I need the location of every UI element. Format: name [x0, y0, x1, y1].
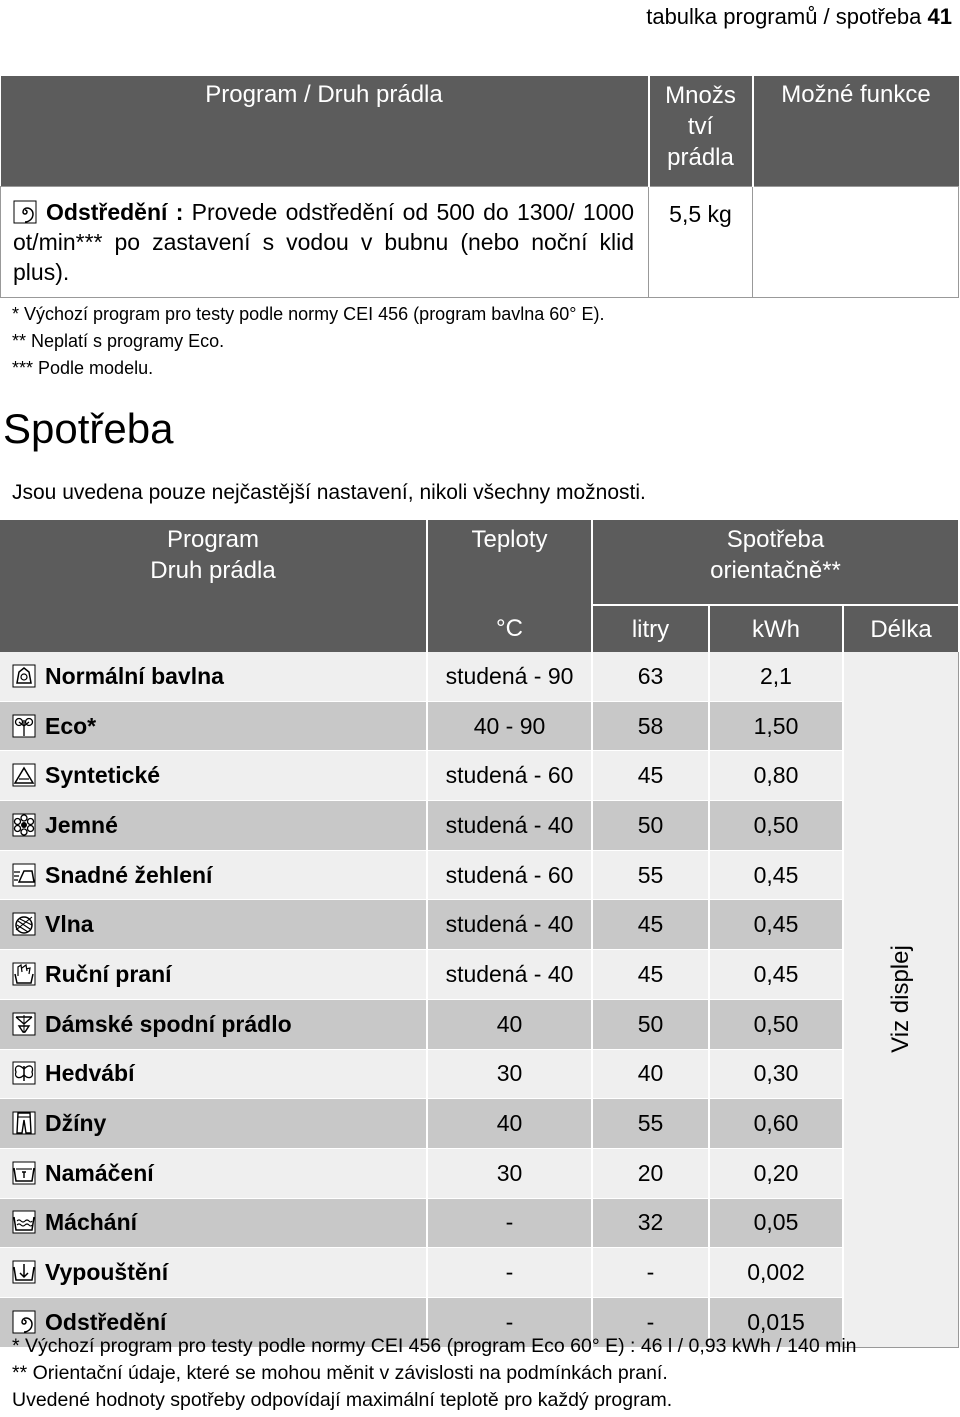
- table-row: [0, 801, 958, 851]
- kwh-cell: 0,45: [709, 900, 843, 950]
- liters-cell: 32: [592, 1198, 709, 1248]
- program-name: Odstředění: [45, 1308, 167, 1335]
- program-name-cell: [0, 801, 427, 851]
- functions-cell: [753, 186, 959, 297]
- synthetic-icon: [12, 763, 36, 787]
- kwh-cell: 0,50: [709, 999, 843, 1049]
- footnote: *** Podle modelu.: [12, 358, 154, 378]
- program-name: Normální bavlna: [45, 662, 224, 689]
- cotton-icon: [12, 664, 36, 688]
- consumption-footnotes: [12, 1333, 857, 1414]
- kwh-cell: 0,002: [709, 1248, 843, 1298]
- liters-cell: 58: [592, 701, 709, 751]
- temperature-cell: studená - 40: [427, 950, 592, 1000]
- duration-cell: [843, 652, 958, 1347]
- liters-cell: 45: [592, 751, 709, 801]
- footnote: * Výchozí program pro testy podle normy CEI 456 (program Eco 60° E) : 46 l / 0,93 kWh / 140 min: [12, 1335, 857, 1357]
- table-row: [0, 652, 958, 701]
- unit-kwh: kWh: [709, 605, 843, 652]
- liters-cell: -: [592, 1248, 709, 1298]
- rinse-icon: [12, 1210, 36, 1234]
- program-name: Dámské spodní prádlo: [45, 1010, 292, 1037]
- kwh-cell: 0,45: [709, 950, 843, 1000]
- program-name: Máchání: [45, 1209, 138, 1236]
- kwh-cell: 0,05: [709, 1198, 843, 1248]
- col-program: [0, 520, 427, 652]
- liters-cell: 45: [592, 900, 709, 950]
- kwh-cell: 0,45: [709, 850, 843, 900]
- table-row: [0, 751, 958, 801]
- jeans-icon: [12, 1111, 36, 1135]
- temperature-cell: -: [427, 1297, 592, 1347]
- delicate-icon: [12, 813, 36, 837]
- spin-icon: [13, 200, 37, 224]
- temperature-cell: studená - 60: [427, 850, 592, 900]
- wool-icon: [12, 912, 36, 936]
- kwh-cell: 2,1: [709, 652, 843, 701]
- temperature-cell: 30: [427, 1148, 592, 1198]
- temperature-cell: studená - 60: [427, 751, 592, 801]
- liters-cell: 50: [592, 999, 709, 1049]
- duration-value: Viz displej: [886, 945, 914, 1054]
- temperature-cell: -: [427, 1248, 592, 1298]
- table-row: [0, 999, 958, 1049]
- program-name-cell: [0, 751, 427, 801]
- program-name-cell: [0, 1049, 427, 1099]
- footnote: ** Neplatí s programy Eco.: [12, 331, 225, 351]
- col-amount-label: Množs tví prádla: [665, 82, 736, 171]
- liters-cell: 55: [592, 850, 709, 900]
- program-name-cell: [0, 1198, 427, 1248]
- temperature-cell: -: [427, 1198, 592, 1248]
- table-row: [0, 1148, 958, 1198]
- col-functions: Možné funkce: [753, 76, 959, 186]
- easy-iron-icon: [12, 863, 36, 887]
- program-name-cell: [0, 1148, 427, 1198]
- program-name-cell: [0, 950, 427, 1000]
- kwh-cell: 0,20: [709, 1148, 843, 1198]
- table-row: [0, 850, 958, 900]
- temperature-cell: studená - 40: [427, 900, 592, 950]
- temperature-cell: studená - 90: [427, 652, 592, 701]
- col-duration: Délka: [843, 605, 958, 652]
- consumption-body: [0, 652, 958, 1347]
- col-program: Program / Druh prádla: [1, 76, 649, 186]
- temperature-cell: 40: [427, 1099, 592, 1149]
- liters-cell: -: [592, 1297, 709, 1347]
- temperature-cell: studená - 40: [427, 801, 592, 851]
- table-row: [0, 950, 958, 1000]
- program-name-cell: [0, 701, 427, 751]
- col-amount: [649, 76, 753, 186]
- soak-icon: [12, 1161, 36, 1185]
- liters-cell: 20: [592, 1148, 709, 1198]
- page-number: 41: [927, 4, 952, 29]
- unit-temperature: °C: [427, 605, 592, 652]
- program-cell: [1, 186, 649, 297]
- kwh-cell: 0,015: [709, 1297, 843, 1347]
- page-header-title: tabulka programů / spotřeba: [646, 4, 922, 29]
- kwh-cell: 0,30: [709, 1049, 843, 1099]
- col-consumption-label: Spotřeba orientačně**: [710, 526, 841, 584]
- program-name-cell: [0, 1248, 427, 1298]
- liters-cell: 55: [592, 1099, 709, 1149]
- table-row: [0, 701, 958, 751]
- program-name: Syntetické: [45, 762, 161, 789]
- kwh-cell: 0,60: [709, 1099, 843, 1149]
- table-row: [0, 1198, 958, 1248]
- program-description: Provede odstředění od 500 do 1300/ 1000 ot/min*** po zastavení s vodou v bubnu (nebo noční klid plus).: [13, 198, 634, 285]
- program-name: Namáčení: [45, 1159, 154, 1186]
- section-intro: Jsou uvedena pouze nejčastější nastavení, nikoli všechny možnosti.: [12, 481, 646, 504]
- program-name: Jemné: [45, 811, 118, 838]
- program-footnotes: [12, 301, 604, 382]
- program-name: Vypouštění: [45, 1259, 169, 1286]
- eco-icon: [12, 714, 36, 738]
- program-name-cell: [0, 1099, 427, 1149]
- consumption-table: [0, 520, 959, 1348]
- col-program-label: Program Druh prádla: [150, 526, 276, 584]
- footnote: Uvedené hodnoty spotřeby odpovídají maximální teplotě pro každý program.: [12, 1389, 673, 1411]
- liters-cell: 63: [592, 652, 709, 701]
- col-consumption: [592, 520, 958, 605]
- liters-cell: 40: [592, 1049, 709, 1099]
- lingerie-icon: [12, 1012, 36, 1036]
- table-row: [1, 186, 959, 297]
- program-name: Eco*: [45, 712, 97, 739]
- table-row: [0, 900, 958, 950]
- program-name: Ruční praní: [45, 960, 172, 987]
- table-row: [0, 1049, 958, 1099]
- silk-icon: [12, 1061, 36, 1085]
- program-name-cell: [0, 850, 427, 900]
- unit-liters: litry: [592, 605, 709, 652]
- program-table: [0, 76, 959, 298]
- program-name-cell: [0, 999, 427, 1049]
- amount-cell: 5,5 kg: [649, 186, 753, 297]
- program-name: Hedvábí: [45, 1060, 135, 1087]
- temperature-cell: 40: [427, 999, 592, 1049]
- spin-icon: [12, 1310, 36, 1334]
- program-name-cell: [0, 900, 427, 950]
- footnote: ** Orientační údaje, které se mohou měnit v závislosti na podmínkách praní.: [12, 1362, 668, 1384]
- program-name: Džíny: [45, 1110, 107, 1137]
- program-name: Odstředění :: [46, 198, 184, 225]
- table-row: [0, 1099, 958, 1149]
- section-title: Spotřeba: [3, 405, 174, 452]
- footnote: * Výchozí program pro testy podle normy CEI 456 (program bavlna 60° E).: [12, 304, 605, 324]
- kwh-cell: 1,50: [709, 701, 843, 751]
- program-name: Snadné žehlení: [45, 861, 213, 888]
- hand-wash-icon: [12, 962, 36, 986]
- program-name: Vlna: [45, 911, 94, 938]
- page-header: [646, 4, 952, 30]
- liters-cell: 45: [592, 950, 709, 1000]
- col-temperature: Teploty: [427, 520, 592, 605]
- program-name-cell: [0, 652, 427, 701]
- temperature-cell: 30: [427, 1049, 592, 1099]
- kwh-cell: 0,80: [709, 751, 843, 801]
- table-row: [0, 1248, 958, 1298]
- temperature-cell: 40 - 90: [427, 701, 592, 751]
- drain-icon: [12, 1260, 36, 1284]
- kwh-cell: 0,50: [709, 801, 843, 851]
- liters-cell: 50: [592, 801, 709, 851]
